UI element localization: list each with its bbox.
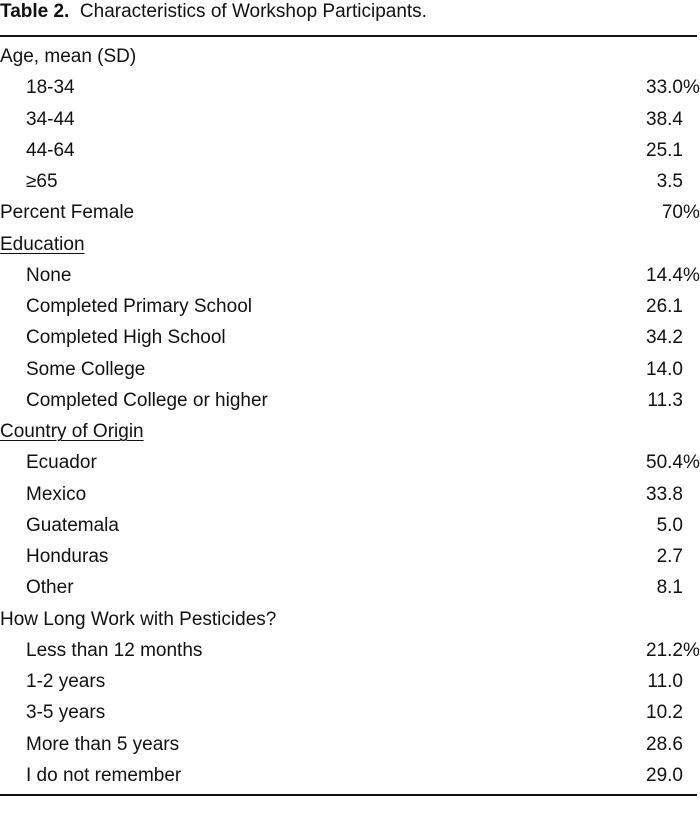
table-row [0,697,697,728]
row-value [647,385,683,416]
row-value [646,72,700,103]
value-number: 21.2 [646,639,683,661]
row-label: 1-2 years [26,671,106,693]
row-value [646,135,683,166]
row-value [646,447,700,478]
percent-suffix: % [683,202,700,224]
row-label: Ecuador [26,452,97,474]
section-heading: Age, mean (SD) [0,46,137,67]
value-number: 11.0 [647,671,683,693]
table-row [0,385,697,416]
row-label: Mexico [26,483,87,505]
row-label: Less than 12 months [26,639,203,661]
table-number: Table 2. [0,1,70,22]
value-number: 33.0 [646,77,683,99]
table-row [0,291,697,322]
value-number: 70 [661,202,683,224]
table-row [0,197,700,228]
section-heading: Percent Female [0,202,135,224]
row-label: 34-44 [26,108,75,130]
row-value [646,635,700,666]
section-heading: Country of Origin [0,421,144,443]
table-row [0,104,697,135]
table-row [0,635,700,666]
table-row [0,260,700,291]
percent-suffix: % [683,77,700,99]
row-value [646,104,683,135]
value-number: 10.2 [646,702,683,724]
value-number: 5.0 [656,514,683,536]
row-value [657,541,683,572]
row-value [657,510,683,541]
value-number: 26.1 [646,296,683,318]
row-value [646,760,683,791]
table-row [0,604,697,635]
table-row [0,541,697,572]
row-label: Completed Primary School [26,296,252,318]
row-label: Other [26,577,74,599]
value-number: 34.2 [646,327,683,349]
table-title [0,0,427,24]
percent-suffix: % [683,452,700,474]
row-value [646,322,683,353]
section-heading: Education [0,233,85,255]
row-label: More than 5 years [26,733,180,755]
table-row [0,510,697,541]
value-number: 3.5 [656,171,683,193]
table-row [0,479,697,510]
row-label: 44-64 [26,139,75,161]
row-value [646,729,683,760]
row-value [661,197,700,228]
row-value [646,479,683,510]
value-number: 28.6 [646,733,683,755]
section-heading: How Long Work with Pesticides? [0,608,277,630]
table-row [0,166,697,197]
table-row [0,416,697,447]
top-rule [0,35,697,37]
table-caption: Characteristics of Workshop Participants. [79,1,427,22]
table-row [0,666,697,697]
table-row [0,135,697,166]
row-value [657,572,683,603]
row-value [646,260,700,291]
table-row [0,760,697,791]
table-row [0,354,697,385]
table-row [0,322,697,353]
row-value [657,166,683,197]
table-row [0,447,700,478]
table-row [0,72,700,103]
value-number: 14.0 [646,358,683,380]
row-label: Some College [26,358,146,380]
row-label: 18-34 [26,77,75,99]
row-label: None [26,264,72,286]
value-number: 14.4 [646,264,683,286]
row-value [646,354,683,385]
row-label: Guatemala [26,514,119,536]
row-label: ≥65 [26,171,58,193]
row-label: Honduras [26,546,109,568]
row-value [647,666,683,697]
row-label: 3-5 years [26,702,106,724]
value-number: 2.7 [656,546,683,568]
value-number: 38.4 [646,108,683,130]
row-label: Completed College or higher [26,389,268,411]
percent-suffix: % [683,639,700,661]
row-label: I do not remember [26,764,182,786]
row-label: Completed High School [26,327,226,349]
row-value [646,291,683,322]
value-number: 25.1 [646,139,683,161]
table-row [0,572,697,603]
table-row [0,229,697,260]
value-number: 29.0 [646,764,683,786]
value-number: 11.3 [647,389,683,411]
value-number: 8.1 [656,577,683,599]
table-row [0,41,697,72]
table-row [0,729,697,760]
value-number: 50.4 [646,452,683,474]
percent-suffix: % [683,264,700,286]
bottom-rule [0,794,697,796]
row-value [646,697,683,728]
value-number: 33.8 [646,483,683,505]
